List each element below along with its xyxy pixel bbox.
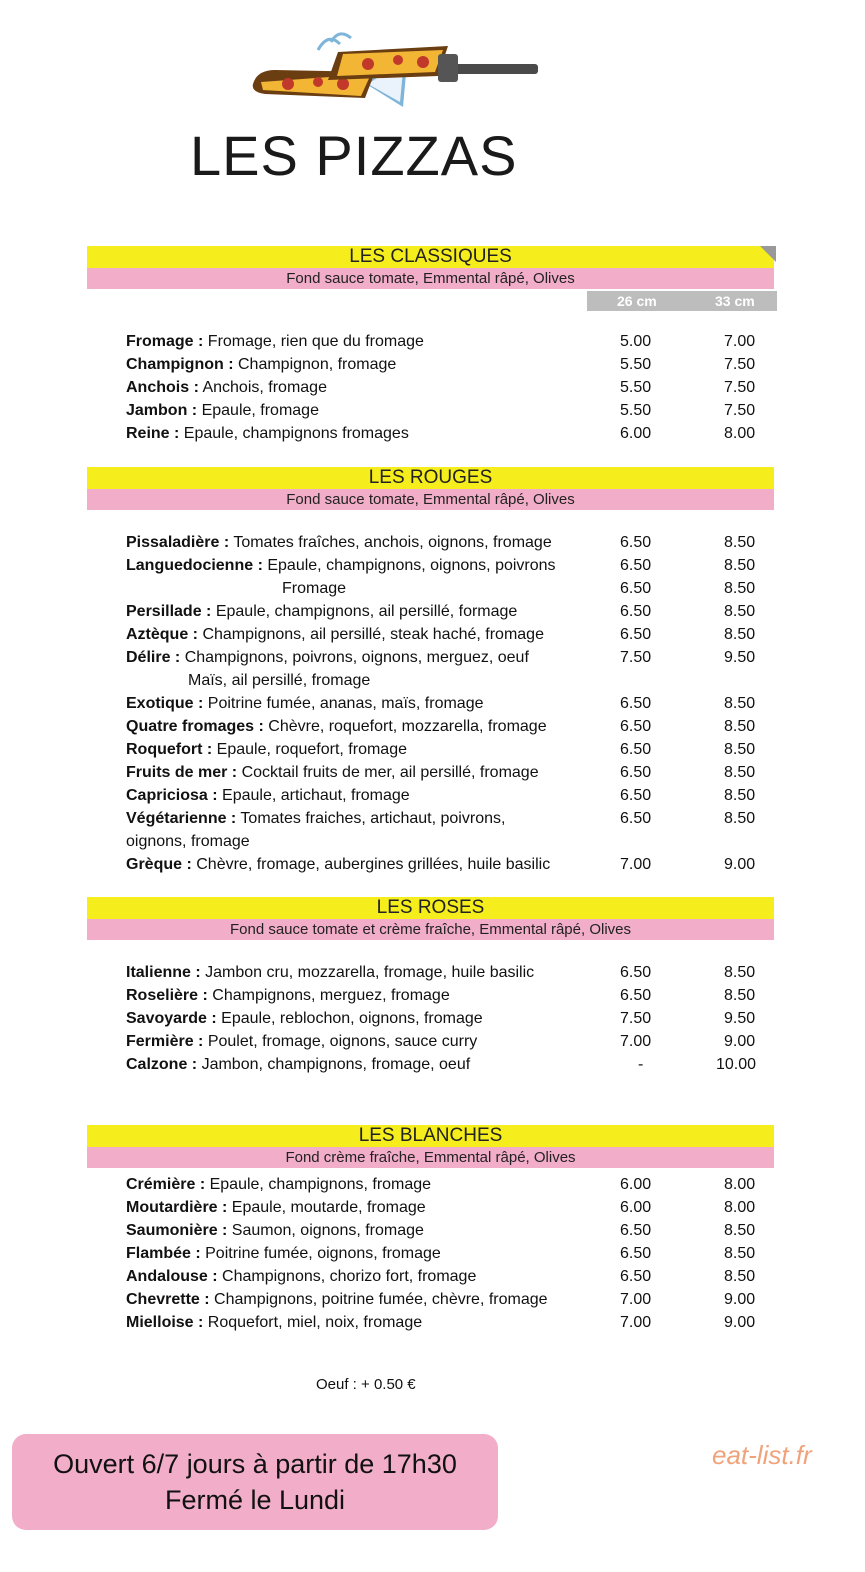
item-description: Tomates fraiches, artichaut, poivrons, xyxy=(236,810,506,827)
item-text xyxy=(126,1199,426,1216)
price-26cm: - xyxy=(638,1056,644,1073)
menu-item-row xyxy=(126,807,766,830)
section-subtitle: Fond sauce tomate, Emmental râpé, Olives xyxy=(87,268,774,289)
item-description: Chèvre, roquefort, mozzarella, fromage xyxy=(263,718,547,735)
price-33cm: 8.00 xyxy=(724,1176,756,1193)
price-33cm: 8.00 xyxy=(724,1199,756,1216)
item-text xyxy=(126,534,552,551)
item-description: Epaule, champignons fromages xyxy=(179,425,409,442)
item-description: Poitrine fumée, ananas, maïs, fromage xyxy=(203,695,484,712)
menu-item-row xyxy=(126,1219,766,1242)
price-33cm: 7.50 xyxy=(724,379,756,396)
item-name: Exotique : xyxy=(126,695,204,712)
price-33cm: 8.50 xyxy=(724,1222,756,1239)
item-name: Jambon : xyxy=(126,402,198,419)
item-name: Fruits de mer : xyxy=(126,764,238,781)
item-description: Fromage xyxy=(282,580,347,597)
item-name: Quatre fromages : xyxy=(126,718,264,735)
item-name: Délire : xyxy=(126,649,181,666)
price-33cm: 8.50 xyxy=(724,1245,756,1262)
item-name: Saumonière : xyxy=(126,1222,228,1239)
price-33cm: 7.00 xyxy=(724,333,756,350)
item-description: Champignons, poitrine fumée, chèvre, fromage xyxy=(209,1291,548,1308)
page-title: LES PIZZAS xyxy=(190,124,518,187)
menu-item-row xyxy=(126,353,766,376)
egg-supplement-note: Oeuf : + 0.50 € xyxy=(316,1376,416,1393)
item-text xyxy=(126,649,529,666)
section-title: LES BLANCHES xyxy=(87,1125,774,1147)
item-description: Epaule, artichaut, fromage xyxy=(217,787,410,804)
item-name: Andalouse : xyxy=(126,1268,218,1285)
item-text xyxy=(126,379,327,396)
price-26cm: 5.50 xyxy=(620,402,652,419)
price-33cm: 8.50 xyxy=(724,534,756,551)
price-26cm: 6.00 xyxy=(620,1199,652,1216)
brand-watermark: eat-list.fr xyxy=(712,1440,812,1470)
item-description: Tomates fraîches, anchois, oignons, fromage xyxy=(229,534,552,551)
item-description: Epaule, champignons, ail persillé, formage xyxy=(211,603,518,620)
item-name: Chevrette : xyxy=(126,1291,210,1308)
menu-item-row xyxy=(126,376,766,399)
price-33cm: 9.50 xyxy=(724,1010,756,1027)
item-text xyxy=(126,1010,483,1027)
price-26cm: 7.00 xyxy=(620,856,652,873)
price-26cm: 7.50 xyxy=(620,1010,652,1027)
price-33cm: 7.50 xyxy=(724,356,756,373)
item-name: Calzone : xyxy=(126,1056,198,1073)
item-name: Persillade : xyxy=(126,603,212,620)
item-text xyxy=(126,1291,548,1308)
price-33cm: 8.50 xyxy=(724,580,756,597)
item-name: Végétarienne : xyxy=(126,810,237,827)
price-26cm: 6.50 xyxy=(620,1222,652,1239)
item-text xyxy=(126,333,424,350)
menu-item-row xyxy=(126,422,766,445)
item-name: Anchois : xyxy=(126,379,199,396)
price-33cm: 8.50 xyxy=(724,787,756,804)
price-26cm: 6.50 xyxy=(620,964,652,981)
item-text xyxy=(126,626,544,643)
price-26cm: 6.50 xyxy=(620,603,652,620)
item-text xyxy=(126,964,534,981)
item-text xyxy=(126,1056,470,1073)
menu-section xyxy=(87,897,774,940)
menu-item-row xyxy=(126,692,766,715)
corner-fold-icon xyxy=(760,246,776,262)
item-text xyxy=(126,1033,477,1050)
price-26cm: 6.50 xyxy=(620,626,652,643)
menu-item-row xyxy=(126,577,766,600)
item-description: Champignons, chorizo fort, fromage xyxy=(217,1268,477,1285)
item-description: Jambon, champignons, fromage, oeuf xyxy=(197,1056,471,1073)
item-description: Epaule, champignons, fromage xyxy=(205,1176,432,1193)
menu-item-row xyxy=(126,961,766,984)
price-33cm: 9.00 xyxy=(724,1033,756,1050)
section-subtitle: Fond sauce tomate, Emmental râpé, Olives xyxy=(87,489,774,510)
menu-item-row xyxy=(126,830,766,853)
item-name: Mielloise : xyxy=(126,1314,204,1331)
menu-item-row xyxy=(126,399,766,422)
item-text xyxy=(126,1176,431,1193)
menu-item-row xyxy=(126,738,766,761)
item-name: Italienne : xyxy=(126,964,201,981)
menu-item-row xyxy=(126,761,766,784)
price-26cm: 5.00 xyxy=(620,333,652,350)
menu-item-row xyxy=(126,1242,766,1265)
section-subtitle: Fond sauce tomate et crème fraîche, Emmental râpé, Olives xyxy=(87,919,774,940)
menu-item-row xyxy=(126,715,766,738)
item-description: Epaule, moutarde, fromage xyxy=(227,1199,426,1216)
item-text xyxy=(126,672,370,689)
price-26cm: 6.50 xyxy=(620,695,652,712)
price-33cm: 7.50 xyxy=(724,402,756,419)
item-text xyxy=(126,402,319,419)
price-26cm: 6.50 xyxy=(620,557,652,574)
item-text xyxy=(126,810,505,827)
opening-hours-line: Ouvert 6/7 jours à partir de 17h30 xyxy=(53,1449,457,1479)
menu-item-row xyxy=(126,554,766,577)
menu-item-row xyxy=(126,531,766,554)
menu-item-row xyxy=(126,1265,766,1288)
item-text xyxy=(126,1268,476,1285)
item-text xyxy=(126,987,450,1004)
price-33cm: 8.50 xyxy=(724,1268,756,1285)
size-small-label: 26 cm xyxy=(617,293,657,309)
item-description: Champignons, poivrons, oignons, merguez, oeuf xyxy=(180,649,529,666)
price-33cm: 8.50 xyxy=(724,695,756,712)
price-26cm: 7.50 xyxy=(620,649,652,666)
item-description: Epaule, champignons, oignons, poivrons xyxy=(262,557,556,574)
item-description: Poulet, fromage, oignons, sauce curry xyxy=(203,1033,478,1050)
item-text xyxy=(126,425,409,442)
item-text xyxy=(126,1245,441,1262)
item-name: Capriciosa : xyxy=(126,787,218,804)
item-text xyxy=(126,764,539,781)
size-header xyxy=(587,291,777,311)
price-26cm: 6.50 xyxy=(620,1245,652,1262)
item-description: Chèvre, fromage, aubergines grillées, huile basilic xyxy=(191,856,551,873)
item-description: Jambon cru, mozzarella, fromage, huile basilic xyxy=(200,964,535,981)
menu-section xyxy=(87,246,774,289)
item-name: Roselière : xyxy=(126,987,208,1004)
price-26cm: 6.50 xyxy=(620,718,652,735)
price-26cm: 7.00 xyxy=(620,1291,652,1308)
menu-item-row xyxy=(126,1030,766,1053)
menu-item-row xyxy=(126,669,766,692)
price-33cm: 8.50 xyxy=(724,718,756,735)
item-text xyxy=(126,856,550,873)
item-text xyxy=(126,1222,424,1239)
item-description: Champignon, fromage xyxy=(233,356,397,373)
price-33cm: 9.00 xyxy=(724,1291,756,1308)
item-name: Roquefort : xyxy=(126,741,213,758)
section-title: LES ROSES xyxy=(87,897,774,919)
item-text xyxy=(126,557,556,574)
menu-item-row xyxy=(126,1007,766,1030)
item-text xyxy=(126,580,346,597)
item-text xyxy=(126,718,547,735)
item-name: Grèque : xyxy=(126,856,192,873)
menu-section xyxy=(87,1125,774,1168)
menu-item-row xyxy=(126,784,766,807)
item-description: Champignons, merguez, fromage xyxy=(207,987,450,1004)
menu-item-row xyxy=(126,1173,766,1196)
menu-item-row xyxy=(126,984,766,1007)
price-26cm: 6.50 xyxy=(620,1268,652,1285)
item-description: Epaule, fromage xyxy=(197,402,319,419)
section-title: LES CLASSIQUES xyxy=(87,246,774,268)
item-text xyxy=(126,833,250,850)
price-33cm: 9.00 xyxy=(724,856,756,873)
price-26cm: 6.50 xyxy=(620,810,652,827)
menu-item-row xyxy=(126,600,766,623)
item-text xyxy=(126,1314,422,1331)
menu-item-row xyxy=(126,623,766,646)
item-text xyxy=(126,356,396,373)
item-description: Cocktail fruits de mer, ail persillé, fromage xyxy=(237,764,539,781)
pizza-logo-icon xyxy=(243,22,543,122)
item-name: Champignon : xyxy=(126,356,234,373)
menu-section xyxy=(87,467,774,510)
item-name: Languedocienne : xyxy=(126,557,263,574)
price-26cm: 6.50 xyxy=(620,987,652,1004)
menu-item-row xyxy=(126,1288,766,1311)
price-33cm: 9.00 xyxy=(724,1314,756,1331)
item-description: Poitrine fumée, oignons, fromage xyxy=(200,1245,441,1262)
size-large-label: 33 cm xyxy=(715,293,755,309)
price-26cm: 5.50 xyxy=(620,379,652,396)
item-description: Anchois, fromage xyxy=(198,379,327,396)
item-text xyxy=(126,741,407,758)
opening-hours-box xyxy=(12,1434,498,1530)
price-26cm: 6.50 xyxy=(620,741,652,758)
price-33cm: 8.00 xyxy=(724,425,756,442)
menu-item-row xyxy=(126,1311,766,1334)
item-name: Flambée : xyxy=(126,1245,201,1262)
menu-item-row xyxy=(126,1196,766,1219)
menu-item-row xyxy=(126,646,766,669)
item-description: Fromage, rien que du fromage xyxy=(203,333,424,350)
price-26cm: 6.50 xyxy=(620,580,652,597)
item-description: oignons, fromage xyxy=(126,833,250,850)
price-33cm: 9.50 xyxy=(724,649,756,666)
item-name: Reine : xyxy=(126,425,180,442)
item-name: Aztèque : xyxy=(126,626,198,643)
menu-item-row xyxy=(126,330,766,353)
price-33cm: 8.50 xyxy=(724,764,756,781)
item-name: Fermière : xyxy=(126,1033,204,1050)
item-description: Champignons, ail persillé, steak haché, fromage xyxy=(198,626,544,643)
price-33cm: 8.50 xyxy=(724,964,756,981)
item-text xyxy=(126,787,410,804)
menu-item-row xyxy=(126,1053,766,1076)
price-26cm: 6.00 xyxy=(620,1176,652,1193)
price-26cm: 6.50 xyxy=(620,764,652,781)
section-title: LES ROUGES xyxy=(87,467,774,489)
price-33cm: 8.50 xyxy=(724,603,756,620)
price-26cm: 7.00 xyxy=(620,1033,652,1050)
item-description: Epaule, reblochon, oignons, fromage xyxy=(216,1010,483,1027)
item-name: Fromage : xyxy=(126,333,204,350)
price-26cm: 6.50 xyxy=(620,787,652,804)
price-26cm: 6.00 xyxy=(620,425,652,442)
item-name: Moutardière : xyxy=(126,1199,228,1216)
price-33cm: 8.50 xyxy=(724,557,756,574)
price-33cm: 8.50 xyxy=(724,626,756,643)
price-26cm: 7.00 xyxy=(620,1314,652,1331)
item-description: Saumon, oignons, fromage xyxy=(227,1222,424,1239)
item-name: Savoyarde : xyxy=(126,1010,217,1027)
closing-day-line: Fermé le Lundi xyxy=(164,1485,346,1515)
item-text xyxy=(126,695,483,712)
item-text xyxy=(126,603,517,620)
price-26cm: 6.50 xyxy=(620,534,652,551)
item-name: Pissaladière : xyxy=(126,534,230,551)
section-subtitle: Fond crème fraîche, Emmental râpé, Olives xyxy=(87,1147,774,1168)
price-33cm: 8.50 xyxy=(724,810,756,827)
price-33cm: 10.00 xyxy=(716,1056,757,1073)
item-description: Maïs, ail persillé, fromage xyxy=(188,672,371,689)
price-33cm: 8.50 xyxy=(724,987,756,1004)
price-26cm: 5.50 xyxy=(620,356,652,373)
menu-item-row xyxy=(126,853,766,876)
item-description: Epaule, roquefort, fromage xyxy=(212,741,407,758)
price-33cm: 8.50 xyxy=(724,741,756,758)
item-description: Roquefort, miel, noix, fromage xyxy=(203,1314,423,1331)
item-name: Crémière : xyxy=(126,1176,206,1193)
